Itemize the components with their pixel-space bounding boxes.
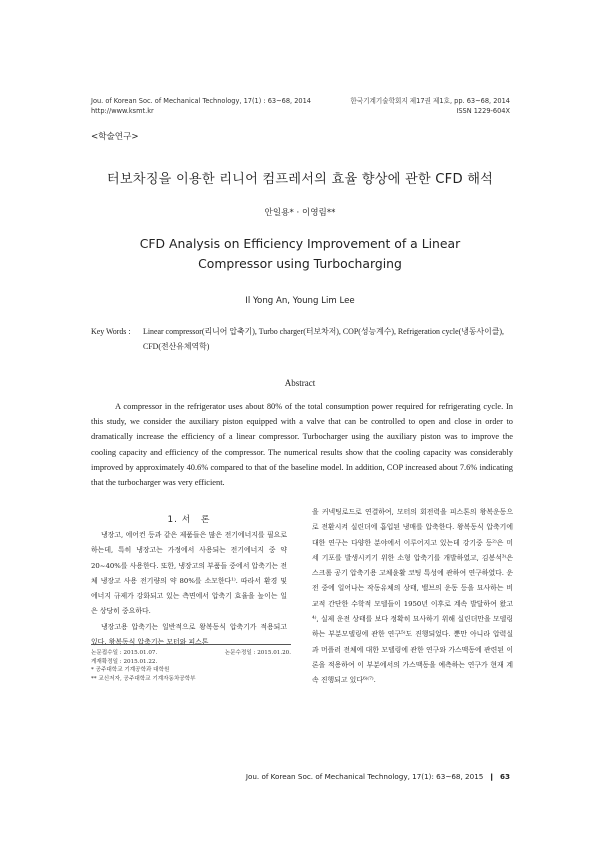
footnotes	[91, 649, 291, 683]
header-url[interactable]: http://www.ksmt.kr	[91, 107, 154, 115]
footer-separator: ❙	[488, 772, 495, 781]
intro-paragraph-continued: 을 커넥팅로드로 연결하여, 모터의 회전력을 피스톤의 왕복운동으로 전환시켜 실린더에 흡입된 냉매를 압축한다. 왕복동식 압축기에 대한 연구는 다양한 분야에서 이루어지고 있는데 강기중 등²⁾은 미세 기포를 발생시키기 위한 소형 압축기를 개발하였고, 김봉석³⁾은 스크롤 공기 압축기용 고체윤활 코팅 특성에 관하여 연구하였다. 운전 중에 일어나는 작동유체의 상태, 밸브의 운동 등을 묘사하는 비교적 간단한 수학적 모델들이 1950년 이후로 계속 발달하여 왔고⁴⁾, 실제 운전 상태를 보다 정확히 묘사하기 위해 실린더만을 모델링하는 부분모델링에 관한 연구⁵⁾도 진행되었다. 뿐만 아니라 압력실과 머플러 전체에 대한 모델링에 관한 연구와 가스맥동에 관련된 이론을 적용하여 이 부분에서의 가스맥동을 예측하는 연구가 현재 계속 진행되고 있다⁶⁾⁽⁷⁾.	[312, 508, 513, 685]
keywords-label: Key Words :	[91, 327, 131, 336]
intro-paragraph-1: 냉장고, 에어컨 등과 같은 제품들은 많은 전기에너지를 필요로 하는데, 특히 냉장고는 가정에서 사용되는 전기에너지 중 약 20~40%를 사용한다. 또한, 냉장고의 부품들 중에서 압축기는 전체 냉장고 사용 전기량의 약 80%를 소모한다¹⁾. 따라서 환경 및 에너지 규제가 강화되고 있는 측면에서 압축기 효율을 높이는 일은 상당히 중요하다.	[91, 531, 288, 616]
title-korean: 터보차징을 이용한 리니어 컴프레서의 효율 향상에 관한 CFD 해석	[106, 172, 494, 187]
footer-citation: Jou. of Korean Soc. of Mechanical Technology, 17(1): 63~68, 2015	[245, 772, 484, 781]
keywords-line1: Linear compressor(리니어 압축기), Turbo charger(터보차저), COP(성능계수), Refrigeration cycle(냉동사이클),	[143, 327, 504, 336]
header-journal-en	[91, 96, 311, 116]
title-english-line2: Compressor using Turbocharging	[198, 256, 402, 271]
title-english-line1: CFD Analysis on Efficiency Improvement of a Linear	[139, 236, 461, 251]
revised-date: 논문수정일 : 2015.01.20.	[224, 650, 291, 656]
affiliation-1: * 공주대학교 기계공학과 대학원	[91, 667, 170, 674]
authors-english: Il Yong An, Young Lim Lee	[245, 296, 355, 306]
header-issn: ISSN 1229-604X	[456, 107, 510, 115]
keywords-block	[91, 324, 521, 354]
footnote-divider	[91, 644, 291, 645]
intro-left-column	[91, 528, 287, 650]
page-number: 63	[499, 772, 510, 781]
header-journal-ko	[350, 96, 510, 116]
received-date: 논문접수일 : 2015.01.07.	[91, 650, 158, 656]
page-footer	[246, 772, 510, 781]
intro-right-column	[312, 505, 513, 689]
accepted-date: 게재확정일 : 2015.01.22.	[91, 658, 158, 665]
title-english	[80, 234, 520, 274]
authors-korean: 안일용* · 이영림**	[264, 208, 336, 218]
keywords-line2: CFD(전산유체역학)	[143, 342, 210, 351]
header-citation: Jou. of Korean Soc. of Mechanical Technology, 17(1) : 63~68, 2014	[91, 97, 312, 105]
abstract-heading: Abstract	[284, 378, 316, 388]
abstract-body: A compressor in the refrigerator uses about 80% of the total consumption power required for refrigerating cycle. In this study, we consider the auxiliary piston equipped with a valve that can be controlled to open and close in order to dramatically increase the efficiency of a linear compressor. Turbocharger using the auxiliary piston was to improve the cooling capacity and efficiency of the compressor. The numerical results show that the cooling capacity was considerably improved by approximately 40.6% compared to that of the baseline model. In addition, COP increased about 7.6% indicating that the turbocharger was very efficient.	[91, 402, 513, 488]
header-citation-ko: 한국기계기술학회지 제17권 제1호, pp. 63~68, 2014	[350, 97, 510, 105]
intro-paragraph-2: 냉장고용 압축기는 일반적으로 왕복동식 압축기가 적용되고 있다. 왕복동식 압축기는 모터와 피스톤	[91, 622, 287, 647]
section-heading-introduction: 1. 서 론	[167, 515, 211, 525]
article-category: <학술연구>	[91, 132, 139, 142]
affiliation-2: ** 교신저자, 공주대학교 기계자동차공학부	[91, 675, 196, 682]
